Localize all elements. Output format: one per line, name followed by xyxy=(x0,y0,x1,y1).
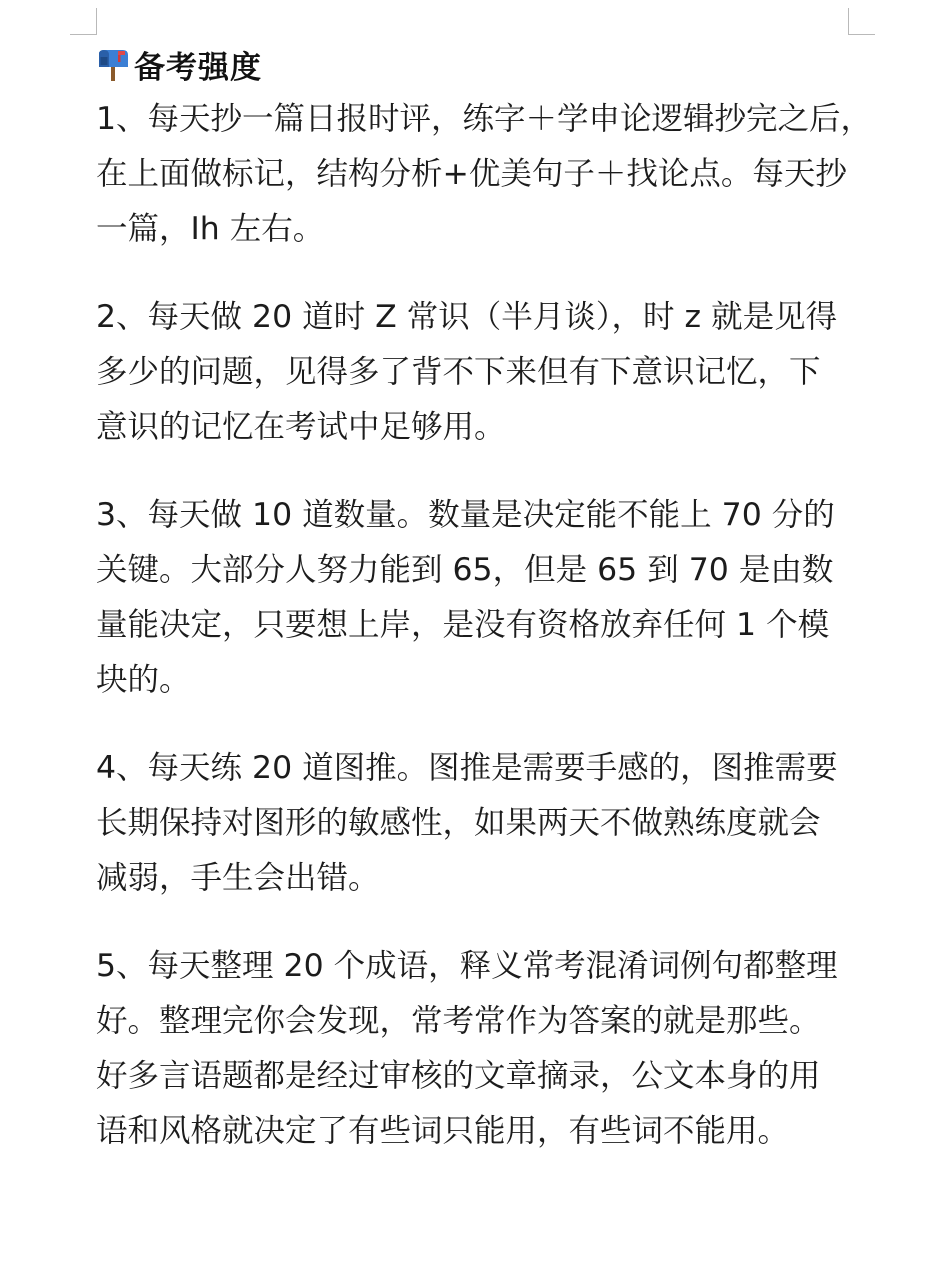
mailbox-icon xyxy=(96,47,132,81)
paragraph-4 xyxy=(96,741,856,906)
text-line: 量能决定，只要想上岸，是没有资格放弃任何 1 个模 xyxy=(96,607,830,643)
text-line: 3、每天做 10 道数量。数量是决定能不能上 70 分的 xyxy=(96,497,835,533)
paragraph-3 xyxy=(96,488,856,708)
text-line: 块的。 xyxy=(96,662,191,698)
page-corner-mark-left xyxy=(70,8,97,35)
text-line: 语和风格就决定了有些词只能用，有些词不能用。 xyxy=(96,1113,790,1149)
text-line: 减弱，手生会出错。 xyxy=(96,860,380,896)
text-line: 好多言语题都是经过审核的文章摘录，公文本身的用 xyxy=(96,1058,821,1094)
text-line: 2、每天做 20 道时 Z 常识（半月谈），时 z 就是见得 xyxy=(96,299,838,335)
text-line: 意识的记忆在考试中足够用。 xyxy=(96,409,506,445)
text-line: 1、每天抄一篇日报时评，练字＋学申论逻辑抄完之后， xyxy=(96,101,873,137)
text-line: 在上面做标记，结构分析+优美句子＋找论点。每天抄 xyxy=(96,156,847,192)
text-line: 4、每天练 20 道图推。图推是需要手感的，图推需要 xyxy=(96,750,838,786)
page-corner-mark-right xyxy=(848,8,875,35)
page-title: 备考强度 xyxy=(134,49,262,86)
heading xyxy=(96,38,856,90)
text-line: 长期保持对图形的敏感性，如果两天不做熟练度就会 xyxy=(96,805,821,841)
text-line: 一篇，Ih 左右。 xyxy=(96,211,325,247)
text-line: 关键。大部分人努力能到 65，但是 65 到 70 是由数 xyxy=(96,552,834,588)
document-body xyxy=(96,38,873,1159)
text-line: 5、每天整理 20 个成语，释义常考混淆词例句都整理 xyxy=(96,948,838,984)
paragraph-5 xyxy=(96,939,856,1159)
text-line: 多少的问题，见得多了背不下来但有下意识记忆，下 xyxy=(96,354,821,390)
paragraph-1 xyxy=(96,92,873,257)
paragraph-2 xyxy=(96,290,856,455)
text-line: 好。整理完你会发现，常考常作为答案的就是那些。 xyxy=(96,1003,821,1039)
